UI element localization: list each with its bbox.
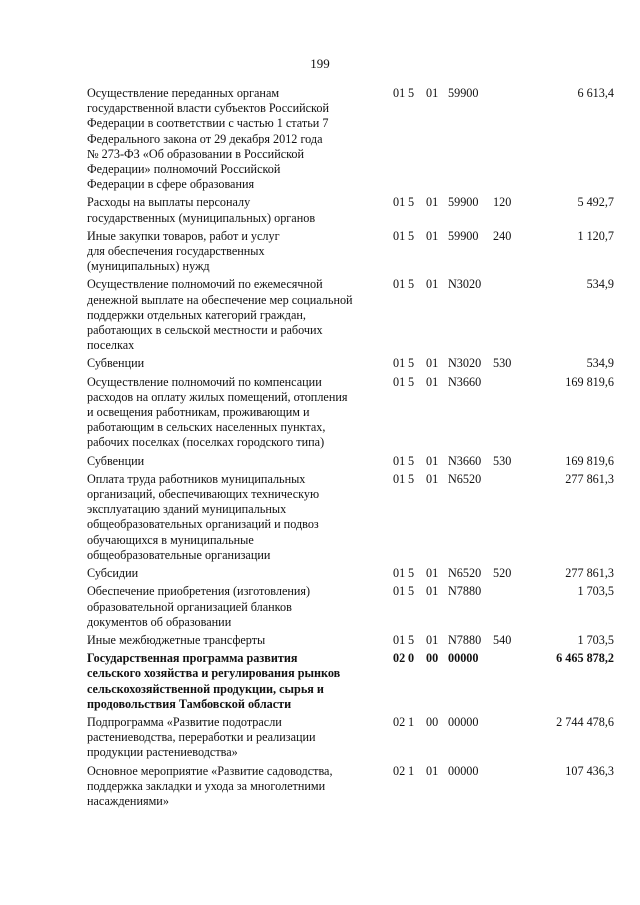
table-row: [87, 356, 614, 371]
code-subprogram: 5: [408, 374, 415, 389]
row-name: Оплата труда работников муниципальных организаций, обеспечивающих техническую эксплуатацию зданий муниципальных общеобразовательных организаций и подвоз обучающихся в муниципальные общеобразовательные организации: [87, 471, 320, 562]
expense-type-code: 530: [493, 453, 512, 468]
table-row: [87, 228, 614, 275]
code-subprogram: 5: [408, 228, 415, 243]
code-direction: N6520: [448, 566, 482, 581]
code-program: 01: [393, 228, 406, 243]
code-program: 02: [393, 714, 406, 729]
amount: 277 861,3: [565, 471, 614, 486]
code-subprogram: 1: [408, 714, 415, 729]
row-name: Обеспечение приобретения (изготовления) образовательной организацией бланков документов об образовании: [87, 584, 311, 629]
row-name: Осуществление полномочий по компенсации расходов на оплату жилых помещений, отопления и освещения работникам, проживающим и работающим в сельских населенных пунктах, рабочих поселках (поселках городского типа): [87, 374, 348, 450]
row-name: Осуществление переданных органам государственной власти субъектов Российской Федерации в соответствии с частью 1 статьи 7 Федерального закона от 29 декабря 2012 года № 273-ФЗ «Об образовании в Российской Федерации» полномочий Российской Федерации в сфере образования: [87, 86, 329, 192]
table-row: [87, 584, 614, 630]
row-name: Осуществление полномочий по ежемесячной денежной выплате на обеспечение мер социальной поддержки отдельных категорий граждан, работающих в сельской местности и рабочих поселках: [87, 277, 353, 353]
code-program: 01: [393, 277, 406, 292]
page-number: 199: [310, 56, 330, 71]
code-program: 01: [393, 374, 406, 389]
amount: 169 819,6: [565, 453, 614, 468]
code-activity: 01: [426, 632, 439, 647]
code-activity: 01: [426, 195, 439, 210]
row-name: Основное мероприятие «Развитие садоводства, поддержка закладки и ухода за многолетними насаждениями»: [87, 763, 333, 808]
code-direction: 59900: [448, 228, 479, 243]
row-name: Субвенции: [87, 453, 145, 468]
code-direction: N7880: [448, 584, 482, 599]
code-direction: 59900: [448, 195, 479, 210]
code-direction: N3660: [448, 453, 482, 468]
row-name: Субвенции: [87, 356, 145, 371]
code-activity: 01: [426, 277, 439, 292]
amount: 6 465 878,2: [556, 651, 614, 666]
code-subprogram: 5: [408, 356, 415, 371]
code-activity: 01: [426, 228, 439, 243]
expense-type-code: 530: [493, 356, 512, 371]
code-direction: N3020: [448, 356, 482, 371]
expense-type-code: 520: [493, 566, 512, 581]
code-direction: 00000: [448, 714, 479, 729]
code-subprogram: 5: [408, 632, 415, 647]
code-activity: 01: [426, 471, 439, 486]
code-activity: 01: [426, 584, 439, 599]
code-direction: N3660: [448, 374, 482, 389]
table-row: [87, 195, 614, 225]
table-row: [87, 453, 614, 469]
code-subprogram: 5: [408, 453, 415, 468]
row-name: Расходы на выплаты персоналу государственных (муниципальных) органов: [87, 195, 316, 225]
code-subprogram: 5: [408, 584, 415, 599]
code-activity: 01: [426, 763, 439, 778]
code-activity: 01: [426, 453, 439, 468]
code-program: 01: [393, 566, 406, 581]
code-activity: 01: [426, 356, 439, 371]
row-name: Субсидии: [87, 566, 139, 581]
expense-type-code: 540: [493, 632, 512, 647]
table-row: [87, 714, 614, 761]
code-subprogram: 5: [408, 471, 415, 486]
code-activity: 01: [426, 566, 439, 581]
amount: 534,9: [586, 277, 614, 292]
code-subprogram: 5: [408, 566, 415, 581]
code-program: 01: [393, 471, 406, 486]
code-direction: N6520: [448, 471, 482, 486]
amount: 5 492,7: [577, 195, 614, 210]
table-row: [87, 86, 614, 192]
row-name: Иные закупки товаров, работ и услуг для обеспечения государственных (муниципальных) нужд: [87, 228, 280, 274]
code-subprogram: 5: [408, 277, 415, 292]
amount: 107 436,3: [565, 763, 614, 778]
amount: 6 613,4: [577, 86, 614, 100]
table-row: [87, 277, 614, 353]
code-program: 01: [393, 453, 406, 468]
amount: 2 744 478,6: [556, 714, 614, 729]
code-subprogram: 5: [408, 195, 415, 210]
code-program: 02: [393, 651, 406, 666]
code-activity: 00: [426, 714, 439, 729]
code-direction: N7880: [448, 632, 482, 647]
code-program: 02: [393, 763, 406, 778]
table-row: [87, 651, 614, 712]
code-direction: 00000: [448, 763, 479, 778]
amount: 1 703,5: [577, 584, 614, 599]
amount: 1 703,5: [577, 632, 614, 647]
code-subprogram: 5: [408, 86, 415, 100]
amount: 169 819,6: [565, 374, 614, 389]
budget-table: [87, 86, 614, 812]
table-row: [87, 763, 614, 810]
table-row: [87, 632, 614, 648]
code-direction: 59900: [448, 86, 479, 100]
amount: 534,9: [586, 356, 614, 371]
code-program: 01: [393, 584, 406, 599]
code-direction: 00000: [448, 651, 479, 666]
row-name: Подпрограмма «Развитие подотрасли растениеводства, переработки и реализации продукции растениеводства»: [87, 714, 316, 760]
amount: 277 861,3: [565, 566, 614, 581]
code-activity: 01: [426, 86, 439, 100]
code-subprogram: 1: [408, 763, 415, 778]
code-program: 01: [393, 632, 406, 647]
row-name: Иные межбюджетные трансферты: [87, 632, 266, 647]
expense-type-code: 240: [493, 228, 512, 243]
code-activity: 01: [426, 374, 439, 389]
code-subprogram: 0: [408, 651, 415, 666]
expense-type-code: 120: [493, 195, 512, 210]
amount: 1 120,7: [577, 228, 614, 243]
table-row: [87, 374, 614, 451]
code-program: 01: [393, 356, 406, 371]
code-direction: N3020: [448, 277, 482, 292]
code-activity: 00: [426, 651, 439, 666]
row-name: Государственная программа развития сельского хозяйства и регулирования рынков сельскохозяйственной продукции, сырья и продовольствия Тамбовской области: [87, 651, 341, 711]
code-program: 01: [393, 86, 406, 100]
table-row: [87, 566, 614, 581]
code-program: 01: [393, 195, 406, 210]
table-row: [87, 471, 614, 563]
